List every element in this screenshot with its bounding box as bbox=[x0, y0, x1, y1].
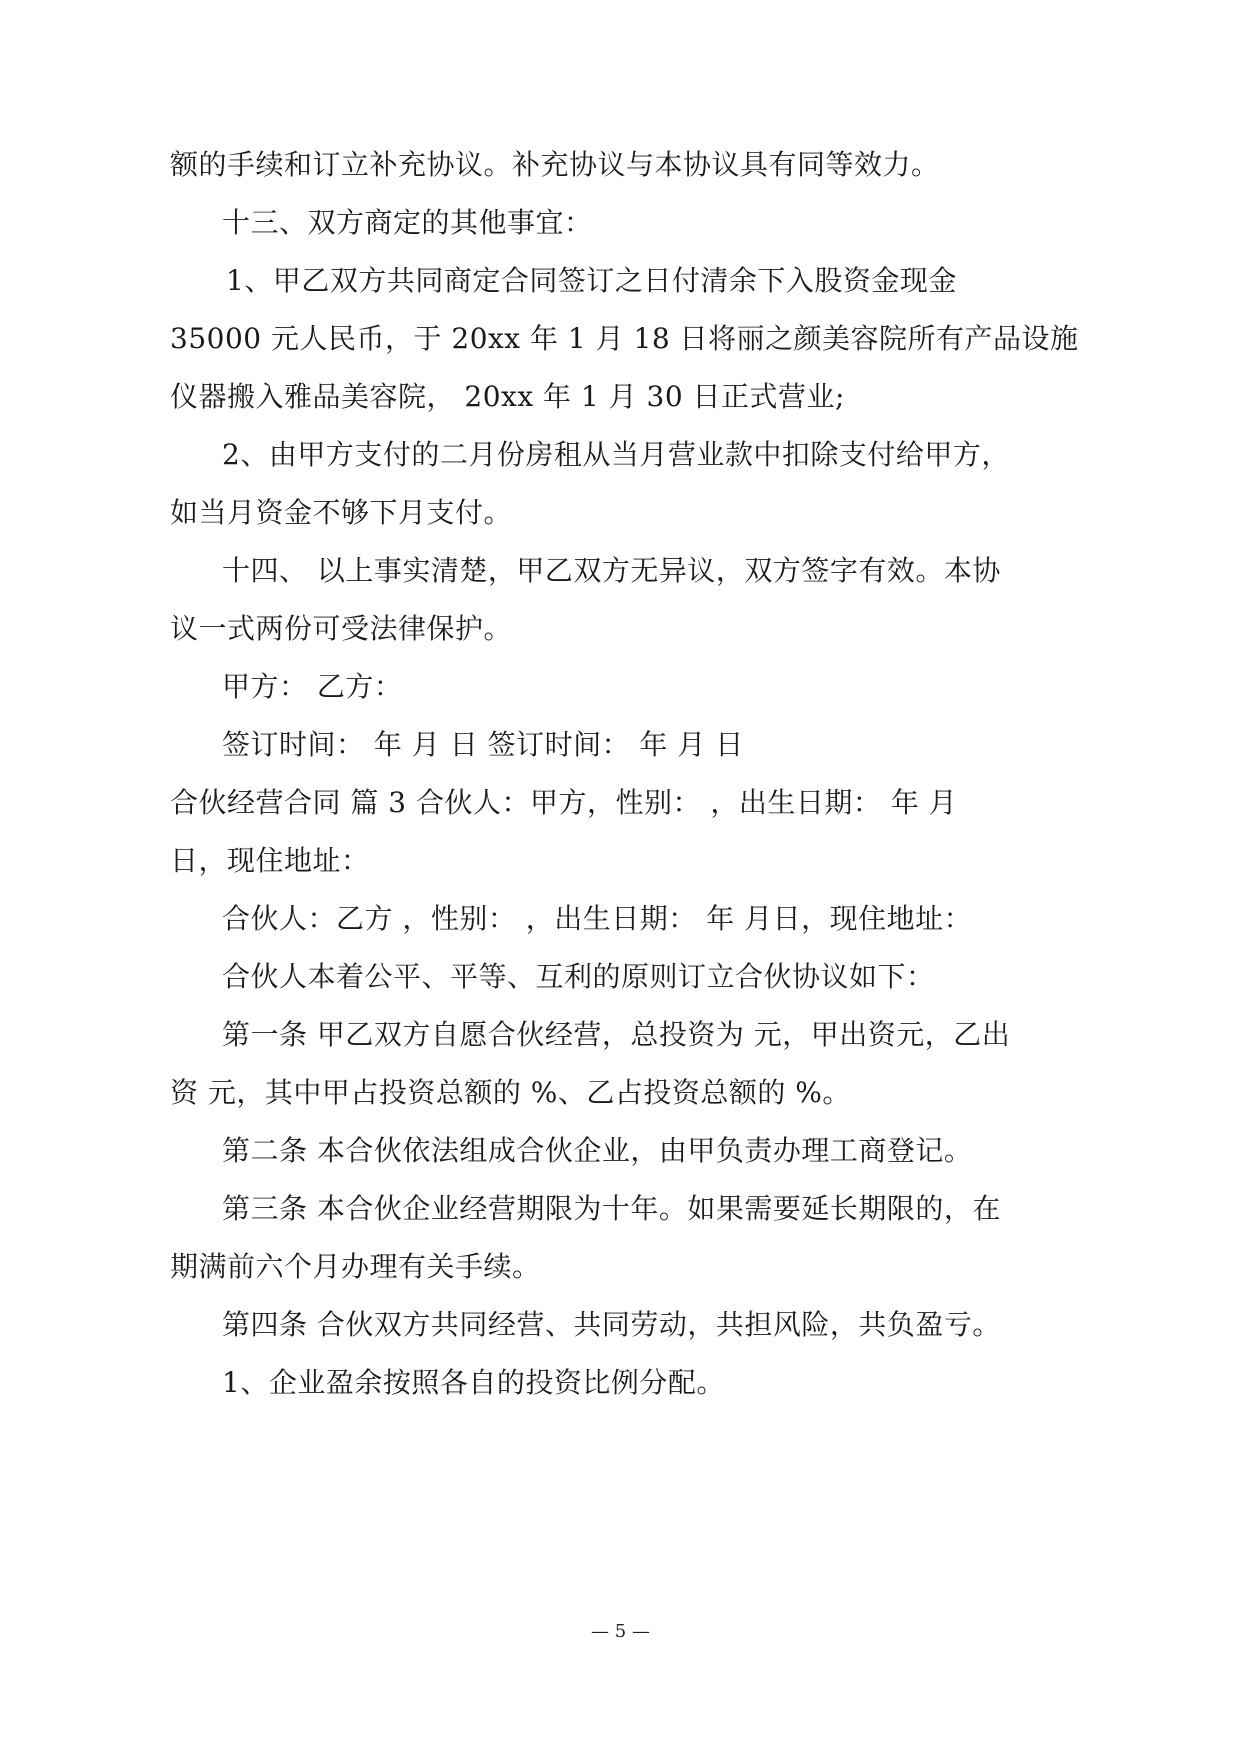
text-line: 1、甲乙双方共同商定合同签订之日付清余下入股资金现金 bbox=[226, 264, 957, 297]
text-line: 十四、 以上事实清楚，甲乙双方无异议，双方签字有效。本协 bbox=[222, 554, 1001, 587]
text-line: 甲方： 乙方： bbox=[222, 670, 403, 703]
text-line: 合伙人本着公平、平等、互利的原则订立合伙协议如下： bbox=[222, 960, 935, 993]
text-line: 第二条 本合伙依法组成合伙企业，由甲负责办理工商登记。 bbox=[222, 1134, 973, 1167]
text-line: 合伙人：乙方 ，性别： ，出生日期： 年 月日，现住地址： bbox=[222, 902, 973, 935]
text-line: 仪器搬入雅品美容院， 20xx 年 1 月 30 日正式营业; bbox=[170, 380, 845, 413]
text-line: 合伙经营合同 篇 3 合伙人：甲方，性别： ，出生日期： 年 月 bbox=[170, 786, 958, 819]
text-line: 第一条 甲乙双方自愿合伙经营，总投资为 元，甲出资元，乙出 bbox=[222, 1018, 1011, 1051]
text-line: 额的手续和订立补充协议。补充协议与本协议具有同等效力。 bbox=[170, 148, 940, 181]
text-line: 十三、双方商定的其他事宜： bbox=[222, 206, 593, 239]
text-line: 议一式两份可受法律保护。 bbox=[170, 612, 513, 645]
text-line: 资 元，其中甲占投资总额的 %、乙占投资总额的 %。 bbox=[170, 1076, 851, 1109]
text-line: 1、企业盈余按照各自的投资比例分配。 bbox=[222, 1366, 725, 1399]
text-line: 2、由甲方支付的二月份房租从当月营业款中扣除支付给甲方， bbox=[222, 438, 1010, 471]
text-line: 如当月资金不够下月支付。 bbox=[170, 496, 513, 529]
text-line: 第三条 本合伙企业经营期限为十年。如果需要延长期限的，在 bbox=[222, 1192, 1001, 1225]
text-line: 签订时间： 年 月 日 签订时间： 年 月 日 bbox=[222, 728, 744, 761]
text-line: 35000 元人民币，于 20xx 年 1 月 18 日将丽之颜美容院所有产品设施 bbox=[170, 322, 1079, 355]
text-line: 期满前六个月办理有关手续。 bbox=[170, 1250, 541, 1283]
text-line: 第四条 合伙双方共同经营、共同劳动，共担风险，共负盈亏。 bbox=[222, 1308, 1001, 1341]
text-line: 日，现住地址： bbox=[170, 844, 370, 877]
page-number: — 5 — bbox=[591, 1621, 650, 1642]
